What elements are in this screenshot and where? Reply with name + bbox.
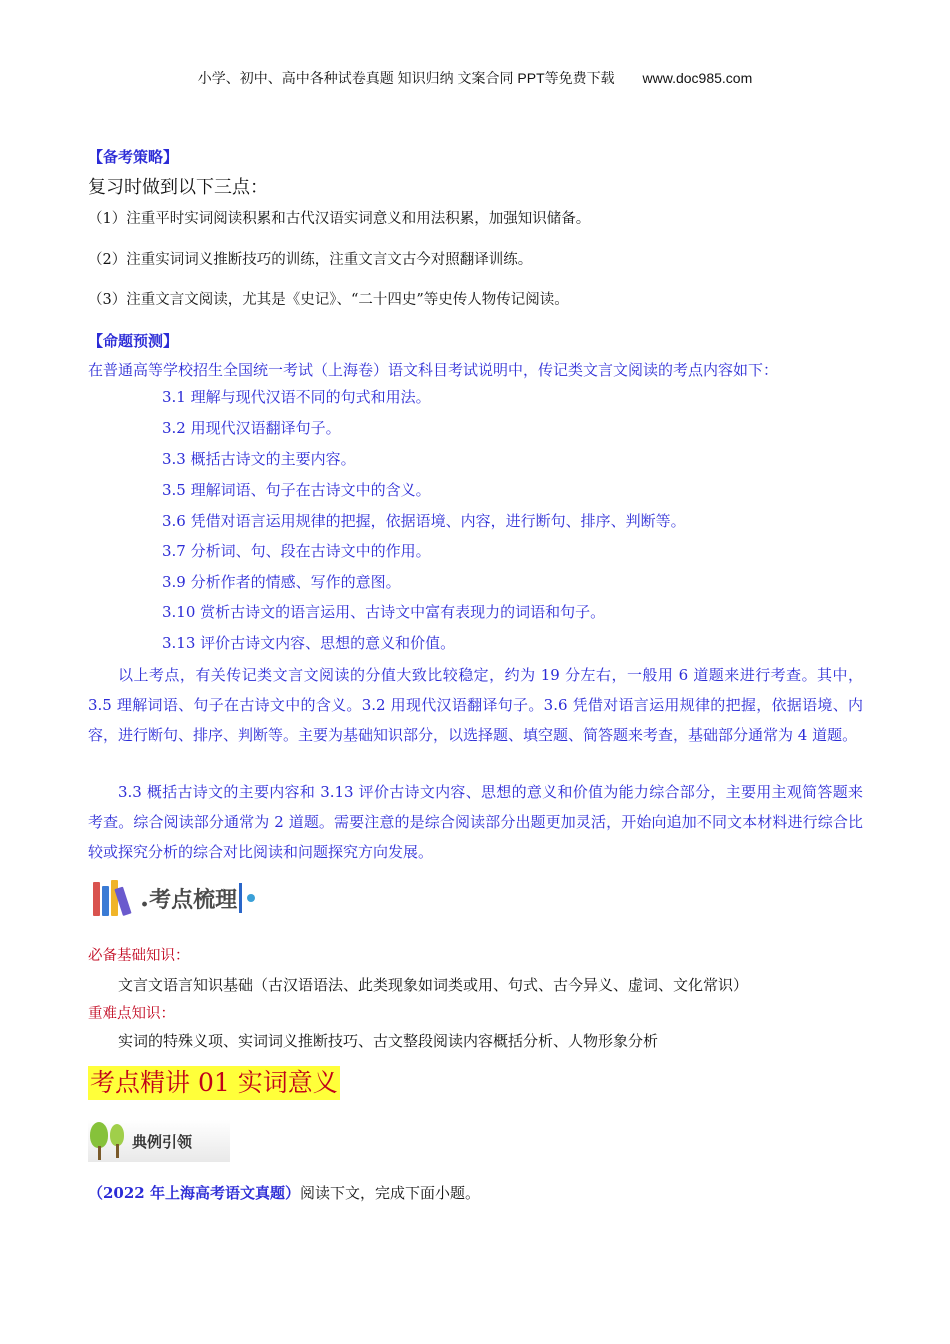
example-question-line bbox=[88, 1182, 480, 1203]
tree-icon bbox=[90, 1122, 108, 1160]
prediction-heading: 【命题预测】 bbox=[88, 332, 179, 350]
basic-knowledge-label: 必备基础知识： bbox=[88, 948, 190, 964]
exam-point: 3.10 赏析古诗文的语言运用、古诗文中富有表现力的词语和句子。 bbox=[162, 603, 606, 621]
basic-knowledge-text: 文言文语言知识基础（古汉语语法、此类现象如词类或用、句式、古今异义、虚词、文化常识） bbox=[118, 976, 749, 994]
header-site-link[interactable]: www.doc985.com bbox=[642, 70, 753, 86]
key-knowledge-label: 重难点知识： bbox=[88, 1006, 175, 1022]
analysis-paragraph-2: 3.3 概括古诗文的主要内容和 3.13 评价古诗文内容、思想的意义和价值为能力综合部分，主要用主观简答题来考查。综合阅读部分通常为 2 道题。需要注意的是综合阅读部分出题更加灵活，开始向追加不同文本材料进行综合比较或探究分析的综合对比阅读和问题探究方向发展。 bbox=[88, 783, 863, 861]
exam-review-badge: . 考点梳理 bbox=[93, 880, 255, 916]
strategy-heading: 【备考策略】 bbox=[88, 148, 179, 166]
strategy-point-1: （1）注重平时实词阅读积累和古代汉语实词意义和用法积累，加强知识储备。 bbox=[88, 211, 591, 227]
exam-point: 3.1 理解与现代汉语不同的句式和用法。 bbox=[162, 388, 431, 406]
prediction-intro: 在普通高等学校招生全国统一考试（上海卷）语文科目考试说明中，传记类文言文阅读的考点内容如下： bbox=[88, 361, 779, 379]
key-knowledge-text: 实词的特殊义项、实词词义推断技巧、古文整段阅读内容概括分析、人物形象分析 bbox=[118, 1032, 659, 1050]
exam-point: 3.9 分析作者的情感、写作的意图。 bbox=[162, 573, 401, 591]
example-instruction: 阅读下文，完成下面小题。 bbox=[299, 1184, 480, 1202]
exam-point: 3.7 分析词、句、段在古诗文中的作用。 bbox=[162, 542, 431, 560]
badge-label: 考点梳理 bbox=[149, 887, 238, 913]
example-banner bbox=[88, 1120, 230, 1162]
example-label: 典例引领 bbox=[132, 1132, 193, 1151]
header-tagline: 小学、初中、高中各种试卷真题 知识归纳 文案合同 PPT等免费下载 bbox=[197, 70, 615, 86]
exam-point: 3.2 用现代汉语翻译句子。 bbox=[162, 419, 341, 437]
strategy-point-2: （2）注重实词词义推断技巧的训练，注重文言文古今对照翻译训练。 bbox=[88, 252, 533, 268]
strategy-intro: 复习时做到以下三点： bbox=[88, 177, 268, 198]
books-icon bbox=[93, 880, 134, 916]
example-source: （2022 年上海高考语文真题） bbox=[88, 1184, 300, 1202]
strategy-point-3: （3）注重文言文阅读，尤其是《史记》、“二十四史”等史传人物传记阅读。 bbox=[88, 292, 569, 308]
exam-point: 3.3 概括古诗文的主要内容。 bbox=[162, 450, 356, 468]
tree-icon bbox=[110, 1124, 124, 1158]
section-title: 考点精讲 01 实词意义 bbox=[88, 1066, 340, 1100]
exam-point: 3.6 凭借对语言运用规律的把握，依据语境、内容，进行断句、排序、判断等。 bbox=[162, 512, 686, 530]
analysis-paragraph-1: 以上考点，有关传记类文言文阅读的分值大致比较稳定，约为 19 分左右，一般用 6 道题来进行考查。其中，3.5 理解词语、句子在古诗文中的含义。3.2 用现代汉语翻译句子。3.6 凭借对语言运用规律的把握，依据语境、内容，进行断句、排序、判断等。主要为基础知识部分，以选择题、填空题、简答题来考查，基础部分通常为 4 道题。 bbox=[88, 666, 863, 744]
page-header bbox=[0, 68, 950, 88]
exam-point: 3.13 评价古诗文内容、思想的意义和价值。 bbox=[162, 634, 456, 652]
exam-point: 3.5 理解词语、句子在古诗文中的含义。 bbox=[162, 481, 431, 499]
